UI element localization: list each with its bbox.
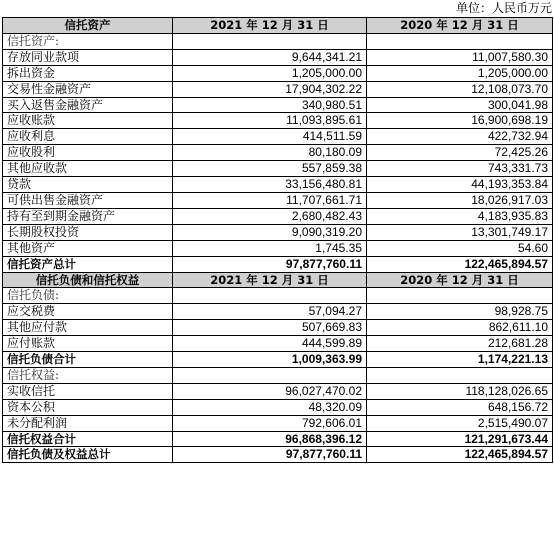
row-label: 信托负债及权益总计	[3, 447, 173, 463]
row-label: 交易性金融资产	[3, 81, 173, 97]
value-2021: 80,180.09	[173, 145, 367, 161]
value-2020: 1,205,000.00	[367, 65, 553, 81]
total-row	[3, 447, 553, 463]
row-label: 应收账款	[3, 113, 173, 129]
row-label: 其他应付款	[3, 320, 173, 336]
value-2021: 1,205,000.00	[173, 65, 367, 81]
value-2021: 1,009,363.99	[173, 352, 367, 368]
value-2020: 422,732.94	[367, 129, 553, 145]
row-label: 信托资产总计	[3, 256, 173, 272]
value-2021: 9,644,341.21	[173, 49, 367, 65]
value-2020: 13,301,749.17	[367, 224, 553, 240]
row-label: 应收股利	[3, 145, 173, 161]
table-row	[3, 304, 553, 320]
value-2020: 12,108,073.70	[367, 81, 553, 97]
value-2020: 121,291,673.44	[367, 431, 553, 447]
table-row	[3, 49, 553, 65]
row-label: 存放同业款项	[3, 49, 173, 65]
row-label: 信托负债合计	[3, 352, 173, 368]
table-row	[3, 208, 553, 224]
row-label: 信托资产:	[3, 33, 173, 49]
value-2021: 2,680,482.43	[173, 208, 367, 224]
table-row	[3, 399, 553, 415]
value-2021: 97,877,760.11	[173, 447, 367, 463]
table-row	[3, 192, 553, 208]
table-row	[3, 336, 553, 352]
liabilities-header-cell: 2021 年 12 月 31 日	[173, 272, 367, 288]
value-2020: 16,900,698.19	[367, 113, 553, 129]
value-2020	[367, 367, 553, 383]
row-label: 信托负债:	[3, 288, 173, 304]
value-2021: 340,980.51	[173, 97, 367, 113]
value-2020	[367, 288, 553, 304]
table-row	[3, 383, 553, 399]
row-label: 长期股权投资	[3, 224, 173, 240]
row-label: 实收信托	[3, 383, 173, 399]
row-label: 持有至到期金融资产	[3, 208, 173, 224]
value-2020: 4,183,935.83	[367, 208, 553, 224]
section-subheading-row	[3, 367, 553, 383]
row-label: 应交税费	[3, 304, 173, 320]
table-row	[3, 320, 553, 336]
row-label: 贷款	[3, 177, 173, 193]
row-label: 其他应收款	[3, 161, 173, 177]
assets-header-cell: 信托资产	[3, 18, 173, 34]
table-row	[3, 97, 553, 113]
section-subheading-row	[3, 33, 553, 49]
row-label: 应付账款	[3, 336, 173, 352]
value-2021: 17,904,302.22	[173, 81, 367, 97]
row-label: 信托权益:	[3, 367, 173, 383]
table-row	[3, 81, 553, 97]
value-2021: 97,877,760.11	[173, 256, 367, 272]
liabilities-header-row	[3, 272, 553, 288]
value-2020: 1,174,221.13	[367, 352, 553, 368]
total-row	[3, 431, 553, 447]
section-subheading-row	[3, 288, 553, 304]
value-2020: 122,465,894.57	[367, 447, 553, 463]
value-2021: 11,707,661.71	[173, 192, 367, 208]
value-2021: 1,745.35	[173, 240, 367, 256]
row-label: 应收利息	[3, 129, 173, 145]
assets-header-cell: 2021 年 12 月 31 日	[173, 18, 367, 34]
value-2021	[173, 33, 367, 49]
unit-label: 单位：人民币万元	[455, 1, 552, 15]
liabilities-header-cell: 信托负债和信托权益	[3, 272, 173, 288]
table-row	[3, 240, 553, 256]
table-row	[3, 224, 553, 240]
value-2021: 9,090,319.20	[173, 224, 367, 240]
value-2021: 57,094.27	[173, 304, 367, 320]
table-row	[3, 65, 553, 81]
table-row	[3, 161, 553, 177]
total-row	[3, 352, 553, 368]
value-2020: 98,928.75	[367, 304, 553, 320]
value-2020: 300,041.98	[367, 97, 553, 113]
row-label: 可供出售金融资产	[3, 192, 173, 208]
value-2020: 44,193,353.84	[367, 177, 553, 193]
value-2020: 18,026,917.03	[367, 192, 553, 208]
value-2020: 72,425.26	[367, 145, 553, 161]
value-2021: 557,859.38	[173, 161, 367, 177]
liabilities-header-cell: 2020 年 12 月 31 日	[367, 272, 553, 288]
table-row	[3, 129, 553, 145]
value-2020: 2,515,490.07	[367, 415, 553, 431]
total-row	[3, 256, 553, 272]
value-2020: 118,128,026.65	[367, 383, 553, 399]
value-2021: 33,156,480.81	[173, 177, 367, 193]
assets-header-row	[3, 18, 553, 34]
value-2020	[367, 33, 553, 49]
value-2021: 48,320.09	[173, 399, 367, 415]
row-label: 其他资产	[3, 240, 173, 256]
assets-header-cell: 2020 年 12 月 31 日	[367, 18, 553, 34]
value-2020: 862,611.10	[367, 320, 553, 336]
row-label: 未分配利润	[3, 415, 173, 431]
table-row	[3, 177, 553, 193]
row-label: 资本公积	[3, 399, 173, 415]
row-label: 信托权益合计	[3, 431, 173, 447]
value-2020: 212,681.28	[367, 336, 553, 352]
row-label: 拆出资金	[3, 65, 173, 81]
value-2021: 792,606.01	[173, 415, 367, 431]
trust-balance-sheet	[2, 17, 553, 463]
table-row	[3, 113, 553, 129]
value-2020: 743,331.73	[367, 161, 553, 177]
value-2021: 96,027,470.02	[173, 383, 367, 399]
value-2020: 11,007,580.30	[367, 49, 553, 65]
table-row	[3, 415, 553, 431]
value-2020: 54.60	[367, 240, 553, 256]
value-2021: 507,669.83	[173, 320, 367, 336]
value-2021	[173, 288, 367, 304]
table-body	[3, 18, 553, 463]
value-2021	[173, 367, 367, 383]
table-row	[3, 145, 553, 161]
value-2021: 414,511.59	[173, 129, 367, 145]
value-2021: 444,599.89	[173, 336, 367, 352]
value-2021: 11,093,895.61	[173, 113, 367, 129]
value-2021: 96,868,396.12	[173, 431, 367, 447]
row-label: 买入返售金融资产	[3, 97, 173, 113]
value-2020: 122,465,894.57	[367, 256, 553, 272]
value-2020: 648,156.72	[367, 399, 553, 415]
